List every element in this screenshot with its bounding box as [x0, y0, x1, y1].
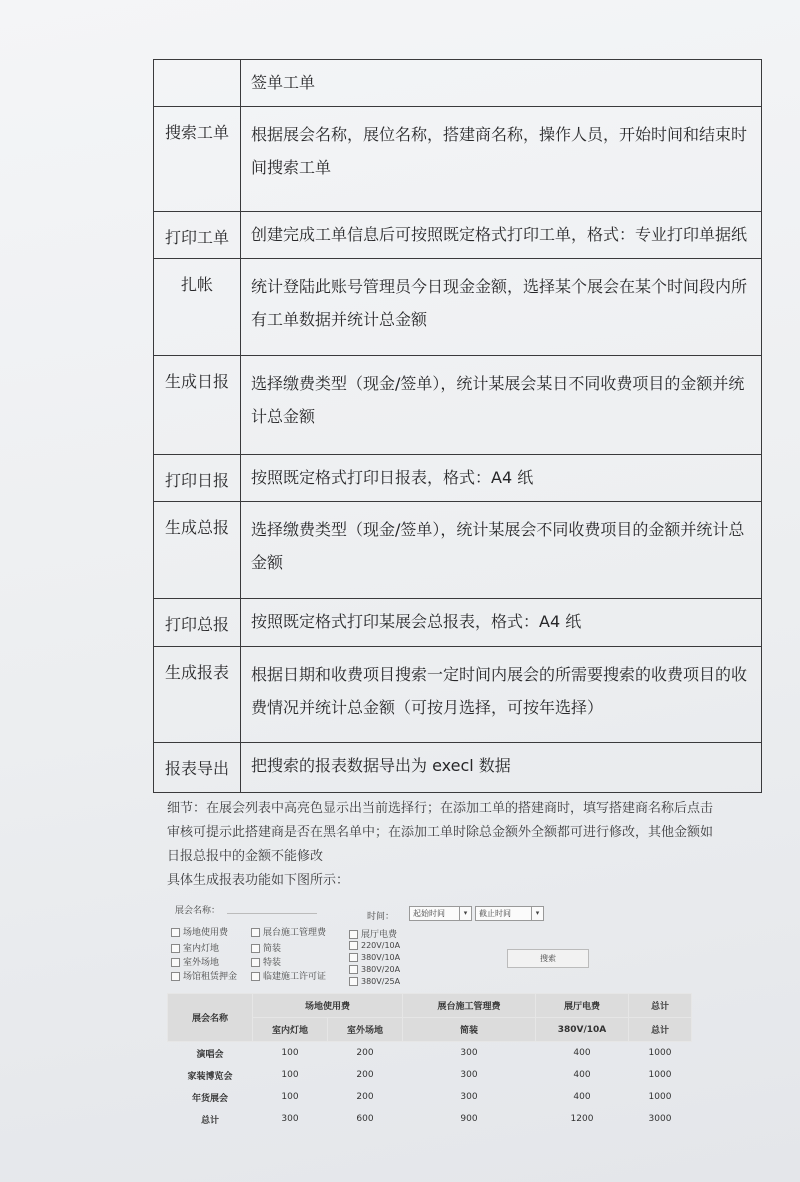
checkbox-icon: [171, 958, 180, 967]
checkbox-icon: [349, 930, 358, 939]
mgmt-group-label: 展台施工管理费: [263, 928, 327, 938]
checkbox-icon: [349, 977, 358, 986]
table-row: [168, 1042, 692, 1065]
venue-item-label: 场馆租赁押金: [183, 972, 238, 982]
venue-item[interactable]: [171, 941, 219, 954]
note-line: 细节：在展会列表中高亮色显示出当前选择行；在添加工单的搭建商时，填写搭建商名称后点击: [167, 801, 714, 816]
cell: 年货展会: [191, 1093, 228, 1104]
col-header: 展厅电费: [536, 994, 629, 1018]
power-group[interactable]: [349, 927, 397, 940]
cell: 300: [460, 1048, 478, 1058]
report-screenshot: [167, 893, 687, 1126]
feature-desc: 按照既定格式打印日报表，格式：A4 纸: [241, 455, 762, 502]
cell: 300: [281, 1114, 299, 1124]
mgmt-item-label: 简装: [263, 944, 282, 954]
feature-desc: 签单工单: [241, 60, 762, 107]
note-line: 审核可提示此搭建商是否在黑名单中；在添加工单时除总金额外全额都可进行修改，其他金额如: [167, 825, 714, 840]
table-row: [168, 1086, 692, 1108]
start-time-select[interactable]: [409, 906, 472, 921]
feature-desc: 按照既定格式打印某展会总报表，格式：A4 纸: [241, 599, 762, 647]
cell: 总计: [200, 1115, 219, 1126]
table-row: [154, 502, 762, 599]
feature-name: 打印日报: [154, 455, 241, 502]
mgmt-item-label: 临建施工许可证: [263, 972, 327, 982]
checkbox-icon: [349, 941, 358, 950]
cell: 300: [460, 1092, 478, 1102]
feature-name: 打印总报: [154, 599, 241, 647]
feature-name: 生成日报: [154, 356, 241, 455]
feature-desc: 选择缴费类型（现金/签单），统计某展会不同收费项目的金额并统计总金额: [241, 502, 762, 599]
mgmt-group[interactable]: [251, 925, 326, 938]
feature-desc: 根据日期和收费项目搜索一定时间内展会的所需要搜索的收费项目的收费情况并统计总金额（可按月选择，可按年选择）: [241, 647, 762, 743]
cell: 200: [356, 1048, 374, 1058]
col-header: 室外场地: [328, 1018, 403, 1042]
start-time-value: 起始时间: [413, 909, 445, 918]
power-item[interactable]: [349, 977, 400, 986]
venue-item[interactable]: [171, 955, 219, 968]
col-header: 展会名称: [168, 994, 253, 1042]
checkbox-icon: [251, 958, 260, 967]
power-item-label: 220V/10A: [361, 941, 401, 950]
table-row: [154, 107, 762, 212]
power-item[interactable]: [349, 953, 400, 962]
cell: 100: [281, 1070, 299, 1080]
col-header: 380V/10A: [536, 1018, 629, 1042]
cell: 3000: [648, 1114, 672, 1124]
checkbox-icon: [171, 928, 180, 937]
search-button[interactable]: 搜索: [507, 949, 589, 968]
cell: 1000: [648, 1070, 672, 1080]
venue-item-label: 室内灯地: [183, 944, 220, 954]
cell: 家装博览会: [187, 1071, 233, 1082]
table-row: [168, 1064, 692, 1086]
checkbox-icon: [171, 972, 180, 981]
feature-desc: 根据展会名称，展位名称，搭建商名称，操作人员，开始时间和结束时间搜索工单: [241, 107, 762, 212]
col-header: 室内灯地: [253, 1018, 328, 1042]
chevron-down-icon: ▾: [459, 907, 471, 920]
chevron-down-icon: ▾: [531, 907, 543, 920]
end-time-value: 截止时间: [479, 909, 511, 918]
feature-desc: 选择缴费类型（现金/签单），统计某展会某日不同收费项目的金额并统计总金额: [241, 356, 762, 455]
power-item-label: 380V/20A: [361, 965, 401, 974]
checkbox-icon: [251, 972, 260, 981]
checkbox-icon: [349, 953, 358, 962]
checkbox-icon: [251, 928, 260, 937]
cell: 1000: [648, 1048, 672, 1058]
note-line: 具体生成报表功能如下图所示：: [167, 873, 350, 888]
table-row: [154, 60, 762, 107]
cell: 300: [460, 1070, 478, 1080]
feature-table: [153, 59, 762, 793]
feature-desc: 创建完成工单信息后可按照既定格式打印工单，格式：专业打印单据纸: [241, 212, 762, 259]
table-row: [154, 599, 762, 647]
feature-desc: 统计登陆此账号管理员今日现金金额，选择某个展会在某个时间段内所有工单数据并统计总金额: [241, 259, 762, 356]
table-row: [168, 1108, 692, 1130]
cell: 100: [281, 1048, 299, 1058]
end-time-select[interactable]: [475, 906, 544, 921]
mgmt-item[interactable]: [251, 955, 281, 968]
power-item-label: 380V/25A: [361, 977, 401, 986]
col-header: 总计: [629, 1018, 692, 1042]
cell: 400: [573, 1092, 591, 1102]
cell: 600: [356, 1114, 374, 1124]
table-row: [154, 356, 762, 455]
power-item-label: 380V/10A: [361, 953, 401, 962]
power-item[interactable]: [349, 965, 400, 974]
col-header: 简装: [403, 1018, 536, 1042]
venue-group[interactable]: [171, 925, 228, 938]
table-row: [154, 647, 762, 743]
col-header: 场地使用费: [253, 994, 403, 1018]
checkbox-icon: [171, 944, 180, 953]
cell: 演唱会: [196, 1049, 224, 1060]
venue-item[interactable]: [171, 969, 237, 982]
feature-name: 打印工单: [154, 212, 241, 259]
time-label: 时间：: [367, 912, 395, 922]
search-input[interactable]: [227, 913, 317, 914]
checkbox-icon: [349, 965, 358, 974]
power-item[interactable]: [349, 941, 400, 950]
cell: 400: [573, 1048, 591, 1058]
feature-name: 扎帐: [154, 259, 241, 356]
mgmt-item-label: 特装: [263, 958, 282, 968]
report-header-row: [168, 994, 692, 1018]
feature-name: 报表导出: [154, 743, 241, 793]
mgmt-item[interactable]: [251, 941, 281, 954]
cell: 400: [573, 1070, 591, 1080]
table-row: [154, 743, 762, 793]
cell: 900: [460, 1114, 478, 1124]
report-table: [167, 993, 692, 1130]
feature-name: 搜索工单: [154, 107, 241, 212]
table-row: [154, 259, 762, 356]
cell: 1200: [570, 1114, 594, 1124]
venue-item-label: 室外场地: [183, 958, 220, 968]
feature-name: 生成总报: [154, 502, 241, 599]
feature-desc: 把搜索的报表数据导出为 execl 数据: [241, 743, 762, 793]
table-row: [154, 212, 762, 259]
cell: 1000: [648, 1092, 672, 1102]
note-line: 日报总报中的金额不能修改: [167, 849, 324, 864]
feature-name: [154, 60, 241, 107]
power-group-label: 展厅电费: [361, 930, 398, 940]
mgmt-item[interactable]: [251, 969, 326, 982]
cell: 200: [356, 1092, 374, 1102]
feature-name: 生成报表: [154, 647, 241, 743]
cell: 100: [281, 1092, 299, 1102]
venue-group-label: 场地使用费: [183, 928, 229, 938]
table-row: [154, 455, 762, 502]
col-header: 总计: [629, 994, 692, 1018]
checkbox-icon: [251, 944, 260, 953]
col-header: 展台施工管理费: [403, 994, 536, 1018]
search-label: 展会名称：: [175, 906, 221, 916]
cell: 200: [356, 1070, 374, 1080]
